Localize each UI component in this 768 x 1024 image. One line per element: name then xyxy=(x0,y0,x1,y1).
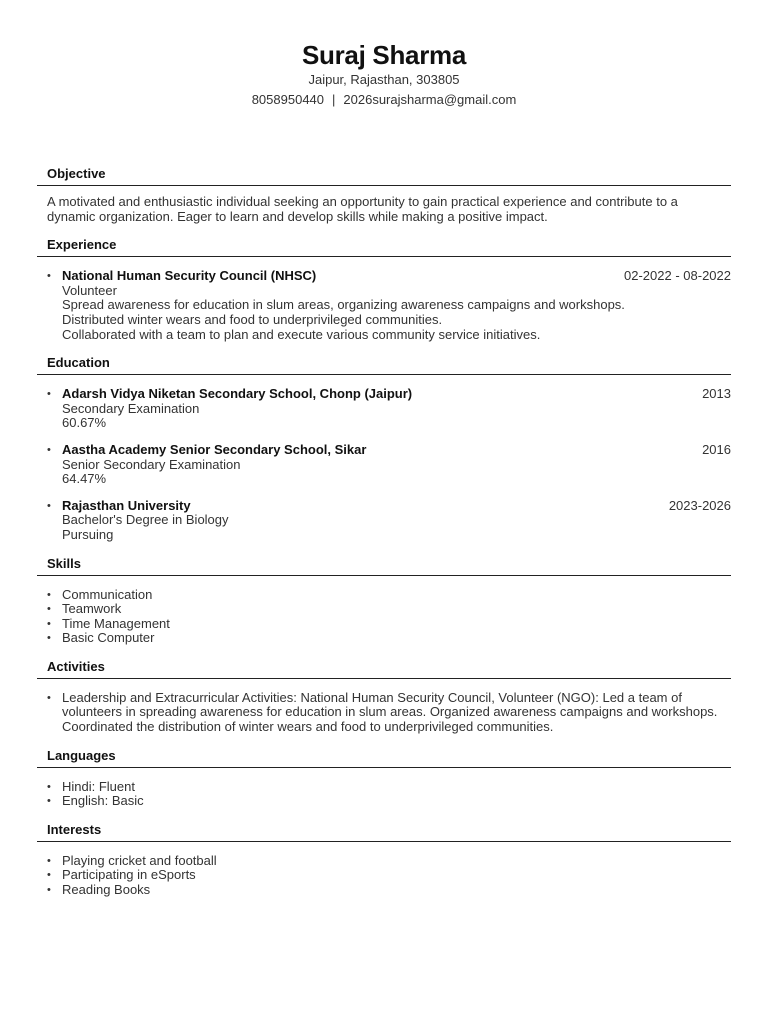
languages-list xyxy=(37,768,731,809)
education-degree: Secondary Examination xyxy=(62,400,200,416)
experience-section xyxy=(37,236,731,342)
candidate-name: Suraj Sharma xyxy=(301,40,467,70)
education-year: 2016 xyxy=(702,441,731,457)
skill-item: • Basic Computer xyxy=(37,631,731,646)
activity-item: • Leadership and Extracurricular Activities: National Human Security Council, Volunteer (NGO): Led a team of volunteers in spreading awareness for education in slum areas. Organized awareness campaigns and workshops. Coordinated the distribution of winter wears and food to underprivileged communities. xyxy=(37,691,731,735)
resume-page xyxy=(37,0,731,898)
experience-detail: Collaborated with a team to plan and execute various community service initiatives. xyxy=(62,326,541,342)
interests-section xyxy=(37,821,731,898)
interests-list xyxy=(37,842,731,898)
education-item xyxy=(37,387,731,431)
education-item xyxy=(37,443,731,487)
education-result: 64.47% xyxy=(62,471,107,487)
skills-list xyxy=(37,576,731,646)
contact-separator: | xyxy=(332,92,336,107)
education-degree: Senior Secondary Examination xyxy=(62,456,241,472)
education-school: • Rajasthan University xyxy=(62,497,191,513)
section-title-experience: Experience xyxy=(37,236,731,257)
education-school: • Aastha Academy Senior Secondary School, Sikar xyxy=(62,441,367,457)
education-result: 60.67% xyxy=(62,415,107,431)
experience-item xyxy=(37,269,731,342)
section-title-languages: Languages xyxy=(37,747,731,768)
languages-section xyxy=(37,747,731,809)
section-title-skills: Skills xyxy=(37,555,731,576)
education-school: • Adarsh Vidya Niketan Secondary School, Chonp (Jaipur) xyxy=(62,386,413,402)
contact-line xyxy=(37,91,731,109)
interest-item: • Reading Books xyxy=(37,883,731,898)
education-header-row xyxy=(62,443,731,458)
experience-header-row xyxy=(62,269,731,284)
email-address: 2026surajsharma@gmail.com xyxy=(343,92,517,107)
experience-date: 02-2022 - 08-2022 xyxy=(624,268,731,284)
interest-item: • Participating in eSports xyxy=(37,868,731,883)
section-title-objective: Objective xyxy=(37,165,731,186)
education-header-row xyxy=(62,499,731,514)
skill-item: • Time Management xyxy=(37,617,731,632)
education-section xyxy=(37,354,731,542)
education-item xyxy=(37,499,731,543)
objective-section xyxy=(37,165,731,224)
education-list xyxy=(37,375,731,542)
language-item: • English: Basic xyxy=(37,794,731,809)
experience-list xyxy=(37,257,731,342)
section-title-interests: Interests xyxy=(37,821,731,842)
activities-section xyxy=(37,658,731,735)
section-title-activities: Activities xyxy=(37,658,731,679)
experience-org: • National Human Security Council (NHSC) xyxy=(62,268,317,284)
language-item: • Hindi: Fluent xyxy=(37,780,731,795)
education-degree: Bachelor's Degree in Biology xyxy=(62,512,229,528)
candidate-address: Jaipur, Rajasthan, 303805 xyxy=(308,72,460,87)
education-year: 2013 xyxy=(702,386,731,402)
experience-detail: Distributed winter wears and food to underprivileged communities. xyxy=(62,311,443,327)
skill-item: • Communication xyxy=(37,588,731,603)
activities-list xyxy=(37,679,731,735)
education-year: 2023-2026 xyxy=(668,497,731,513)
skill-item: • Teamwork xyxy=(37,602,731,617)
section-title-education: Education xyxy=(37,354,731,375)
skills-section xyxy=(37,555,731,646)
objective-text: A motivated and enthusiastic individual seeking an opportunity to gain practical experience and contribute to a dynamic organization. Eager to learn and develop skills while making a positive impact. xyxy=(47,194,678,224)
resume-header xyxy=(37,40,731,109)
education-result: Pursuing xyxy=(62,526,114,542)
experience-role: Volunteer xyxy=(62,282,117,298)
experience-detail: Spread awareness for education in slum areas, organizing awareness campaigns and workshops. xyxy=(62,297,625,313)
education-header-row xyxy=(62,387,731,402)
phone-number: 8058950440 xyxy=(251,92,325,107)
interest-item: • Playing cricket and football xyxy=(37,854,731,869)
